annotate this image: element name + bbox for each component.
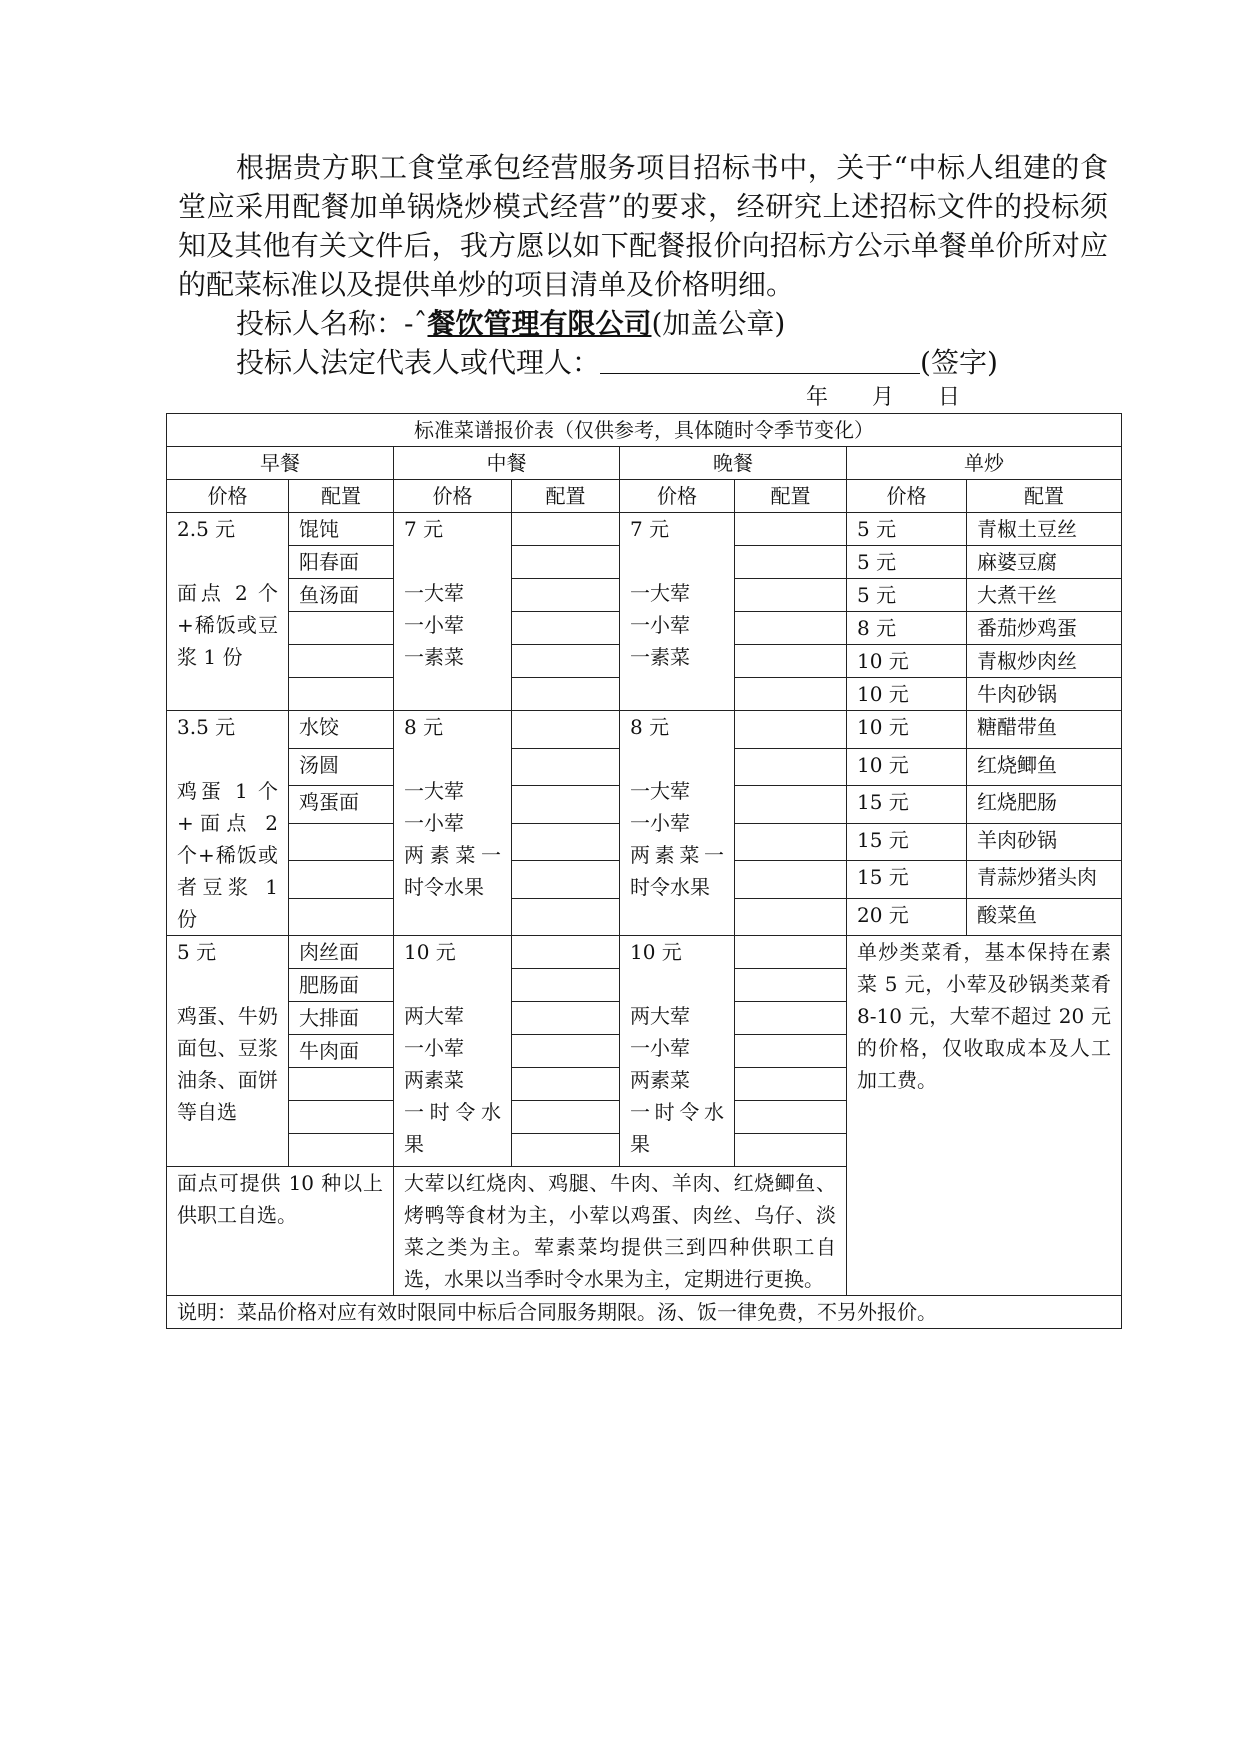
- breakfast-item: 大排面: [289, 1002, 394, 1035]
- meal-breakfast-header: 早餐: [167, 447, 394, 480]
- lunch-config-cell: [512, 898, 620, 936]
- dinner-config-cell: [735, 969, 847, 1002]
- lunch-config-cell: [512, 936, 620, 969]
- single-price: 8 元: [847, 612, 967, 645]
- tier-price: 10 元: [630, 940, 682, 964]
- lunch-tier-1: [394, 513, 512, 711]
- breakfast-note-text: 面点可提供 10 种以上供职工自选。: [177, 1171, 383, 1227]
- tier-price: 7 元: [404, 517, 444, 541]
- date-day: 日: [938, 385, 961, 410]
- date-year: 年: [806, 385, 829, 410]
- tier-description: 一大荤 一小荤 一素菜: [630, 581, 690, 669]
- bidder-line: [178, 304, 1108, 343]
- single-dish: 青椒土豆丝: [967, 513, 1122, 546]
- table-title: 标准菜谱报价表（仅供参考，具体随时令季节变化）: [167, 414, 1122, 447]
- single-dish: 青蒜炒猪头肉: [967, 861, 1122, 899]
- dinner-config-cell: [735, 898, 847, 936]
- breakfast-item: [289, 678, 394, 711]
- lunch-config-cell: [512, 513, 620, 546]
- breakfast-item: [289, 612, 394, 645]
- signature-blank: [600, 347, 920, 374]
- breakfast-note: [167, 1167, 394, 1296]
- lunch-config-cell: [512, 823, 620, 861]
- single-price: 20 元: [847, 898, 967, 936]
- meal-single-header: 单炒: [847, 447, 1122, 480]
- dinner-config-cell: [735, 748, 847, 786]
- breakfast-item: 牛肉面: [289, 1035, 394, 1068]
- col-price-header: 价格: [167, 480, 289, 513]
- single-dish: 红烧鲫鱼: [967, 748, 1122, 786]
- single-price: 15 元: [847, 823, 967, 861]
- lunch-config-cell: [512, 1101, 620, 1134]
- tier-description: 一大荤 一小荤 两素菜一时令水果: [630, 779, 724, 899]
- single-price: 10 元: [847, 748, 967, 786]
- intro-paragraph: 根据贵方职工食堂承包经营服务项目招标书中，关于“中标人组建的食堂应采用配餐加单锅烧炒模式经营”的要求，经研究上述招标文件的投标须知及其他有关文件后，我方愿以如下配餐报价向招标方公示单餐单价所对应的配菜标准以及提供单炒的项目清单及价格明细。: [178, 151, 1108, 301]
- breakfast-item: [289, 1068, 394, 1101]
- intro-section: [178, 148, 1108, 382]
- breakfast-item: 馄饨: [289, 513, 394, 546]
- breakfast-item: 鱼汤面: [289, 579, 394, 612]
- lunch-tier-3: [394, 936, 512, 1167]
- dinner-config-cell: [735, 936, 847, 969]
- single-price: 5 元: [847, 513, 967, 546]
- dinner-config-cell: [735, 579, 847, 612]
- single-note: [847, 936, 1122, 1296]
- tier-description: 鸡蛋、牛奶面包、豆浆油条、面饼等自选: [177, 1004, 278, 1124]
- single-price: 5 元: [847, 579, 967, 612]
- dinner-config-cell: [735, 711, 847, 749]
- lunch-config-cell: [512, 969, 620, 1002]
- single-price: 15 元: [847, 786, 967, 824]
- lunch-config-cell: [512, 1134, 620, 1167]
- breakfast-item: 汤圆: [289, 748, 394, 786]
- rep-sign: (签字): [920, 346, 998, 379]
- tier-description: 两大荤 一小荤 两素菜 一时令水果: [404, 1004, 501, 1156]
- col-price-header: 价格: [620, 480, 735, 513]
- date-line: [806, 380, 1004, 411]
- col-price-header: 价格: [394, 480, 512, 513]
- col-price-header: 价格: [847, 480, 967, 513]
- breakfast-item: [289, 1101, 394, 1134]
- dinner-config-cell: [735, 786, 847, 824]
- dinner-config-cell: [735, 1101, 847, 1134]
- tier-price: 7 元: [630, 517, 670, 541]
- single-price: 5 元: [847, 546, 967, 579]
- lunch-config-cell: [512, 748, 620, 786]
- bidder-seal: (加盖公章): [651, 307, 786, 340]
- single-dish: 大煮干丝: [967, 579, 1122, 612]
- dinner-config-cell: [735, 612, 847, 645]
- dinner-config-cell: [735, 546, 847, 579]
- tier-description: 两大荤 一小荤 两素菜 一时令水果: [630, 1004, 724, 1156]
- dinner-tier-2: [620, 711, 735, 936]
- lunch-config-cell: [512, 786, 620, 824]
- single-price: 10 元: [847, 678, 967, 711]
- breakfast-item: [289, 898, 394, 936]
- lunch-config-cell: [512, 546, 620, 579]
- single-note-text: 单炒类菜肴，基本保持在素菜 5 元，小荤及砂锅类菜肴 8-10 元，大荤不超过 20 元的价格，仅收取成本及人工加工费。: [857, 940, 1111, 1092]
- single-dish: 酸菜鱼: [967, 898, 1122, 936]
- lunch-config-cell: [512, 1068, 620, 1101]
- dinner-config-cell: [735, 823, 847, 861]
- bidder-company: 餐饮管理有限公司: [427, 307, 652, 340]
- table-footer-note: 说明：菜品价格对应有效时限同中标后合同服务期限。汤、饭一律免费，不另外报价。: [167, 1296, 1122, 1329]
- dinner-config-cell: [735, 645, 847, 678]
- single-dish: 番茄炒鸡蛋: [967, 612, 1122, 645]
- single-dish: 糖醋带鱼: [967, 711, 1122, 749]
- bidder-label: 投标人名称：: [236, 307, 405, 340]
- meal-note: [394, 1167, 847, 1296]
- lunch-config-cell: [512, 645, 620, 678]
- lunch-config-cell: [512, 612, 620, 645]
- date-month: 月: [872, 385, 895, 410]
- lunch-config-cell: [512, 579, 620, 612]
- col-config-header: 配置: [289, 480, 394, 513]
- col-config-header: 配置: [735, 480, 847, 513]
- breakfast-item: 肥肠面: [289, 969, 394, 1002]
- lunch-config-cell: [512, 711, 620, 749]
- tier-price: 8 元: [404, 715, 444, 739]
- tier-description: 鸡蛋 1 个+面点 2 个+稀饭或者豆浆 1 份: [177, 779, 278, 931]
- lunch-config-cell: [512, 678, 620, 711]
- tier-price: 5 元: [177, 940, 217, 964]
- dinner-config-cell: [735, 513, 847, 546]
- breakfast-tier-3: [167, 936, 289, 1167]
- dinner-config-cell: [735, 861, 847, 899]
- col-config-header: 配置: [512, 480, 620, 513]
- dinner-config-cell: [735, 1035, 847, 1068]
- single-dish: 青椒炒肉丝: [967, 645, 1122, 678]
- lunch-config-cell: [512, 1002, 620, 1035]
- meal-lunch-header: 中餐: [394, 447, 620, 480]
- tier-price: 8 元: [630, 715, 670, 739]
- breakfast-item: [289, 645, 394, 678]
- tier-description: 一大荤 一小荤 一素菜: [404, 581, 464, 669]
- breakfast-item: 鸡蛋面: [289, 786, 394, 824]
- breakfast-item: 阳春面: [289, 546, 394, 579]
- representative-line: [178, 343, 1108, 382]
- dinner-tier-3: [620, 936, 735, 1167]
- breakfast-item: 肉丝面: [289, 936, 394, 969]
- single-dish: 红烧肥肠: [967, 786, 1122, 824]
- lunch-config-cell: [512, 1035, 620, 1068]
- bidder-prefix: -ˆ: [404, 307, 428, 340]
- single-price: 10 元: [847, 711, 967, 749]
- single-dish: 牛肉砂锅: [967, 678, 1122, 711]
- breakfast-item: [289, 823, 394, 861]
- lunch-tier-2: [394, 711, 512, 936]
- dinner-config-cell: [735, 678, 847, 711]
- tier-description: 面点 2 个+稀饭或豆浆 1 份: [177, 581, 278, 669]
- tier-price: 10 元: [404, 940, 456, 964]
- menu-price-table: [166, 413, 1122, 1329]
- dinner-config-cell: [735, 1068, 847, 1101]
- breakfast-item: 水饺: [289, 711, 394, 749]
- single-price: 10 元: [847, 645, 967, 678]
- col-config-header: 配置: [967, 480, 1122, 513]
- tier-price: 2.5 元: [177, 517, 236, 541]
- tier-price: 3.5 元: [177, 715, 236, 739]
- breakfast-item-blank: [289, 1134, 394, 1167]
- lunch-config-cell: [512, 861, 620, 899]
- dinner-tier-1: [620, 513, 735, 711]
- single-price: 15 元: [847, 861, 967, 899]
- tier-description: 一大荤 一小荤 两素菜一时令水果: [404, 779, 501, 899]
- meal-dinner-header: 晚餐: [620, 447, 847, 480]
- meal-note-text: 大荤以红烧肉、鸡腿、牛肉、羊肉、红烧鲫鱼、烤鸭等食材为主，小荤以鸡蛋、肉丝、乌仔、淡菜之类为主。荤素菜均提供三到四种供职工自选，水果以当季时令水果为主，定期进行更换。: [404, 1171, 836, 1291]
- single-dish: 羊肉砂锅: [967, 823, 1122, 861]
- breakfast-tier-1: [167, 513, 289, 711]
- rep-label: 投标人法定代表人或代理人：: [236, 346, 601, 379]
- single-dish: 麻婆豆腐: [967, 546, 1122, 579]
- breakfast-item: [289, 861, 394, 899]
- breakfast-tier-2: [167, 711, 289, 936]
- dinner-config-cell: [735, 1002, 847, 1035]
- dinner-config-cell: [735, 1134, 847, 1167]
